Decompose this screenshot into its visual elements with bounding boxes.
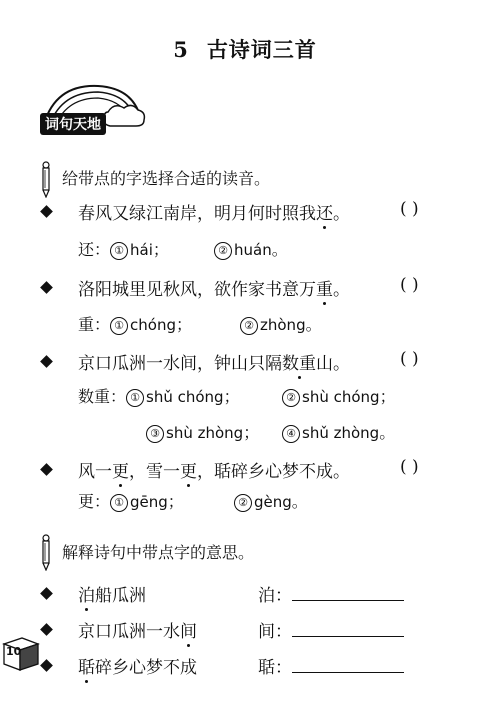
options-1b: ② huán。 — [214, 237, 288, 260]
pencil-icon — [40, 533, 52, 571]
answer-blank-2[interactable]: ( ) — [400, 275, 419, 295]
poem-line-3: 京口瓜洲一水间，钟山只隔数重山。 — [78, 354, 350, 374]
page-number: 10 — [6, 645, 22, 658]
options-3: 数重： ① shǔ chóng； — [78, 387, 240, 406]
phrase-1: 泊船瓜洲 — [78, 586, 146, 606]
bullet-diamond-icon — [40, 587, 53, 600]
options-1: 还： ① hái； — [78, 240, 169, 259]
section1-instruction: 给带点的字选择合适的读音。 — [62, 169, 271, 188]
options-2b: ② zhòng。 — [240, 312, 322, 335]
answer-blank-3[interactable]: ( ) — [400, 349, 419, 369]
blank-label-3: 聒： — [258, 658, 292, 678]
phrase-3: 聒碎乡心梦不成 — [78, 658, 197, 678]
options-3d: ④ shǔ zhòng。 — [282, 420, 395, 443]
section2-instruction: 解释诗句中带点字的意思。 — [62, 543, 255, 562]
options-4: 更： ① gēng； — [78, 492, 184, 511]
poem-line-2: 洛阳城里见秋风，欲作家书意万重。 — [78, 280, 350, 300]
blank-label-1: 泊： — [258, 586, 292, 606]
options-2: 重： ① chóng； — [78, 315, 192, 334]
answer-line-3[interactable] — [292, 671, 404, 673]
options-3b: ② shù chóng； — [282, 384, 396, 407]
bullet-diamond-icon — [40, 355, 53, 368]
section-banner-label: 词句天地 — [40, 113, 106, 135]
blank-label-2: 间： — [258, 622, 292, 642]
lesson-name: 古诗词三首 — [206, 37, 317, 62]
poem-line-4: 风一更，雪一更，聒碎乡心梦不成。 — [78, 462, 350, 482]
options-3c: ③ shù zhòng； — [146, 420, 259, 443]
answer-line-2[interactable] — [292, 635, 404, 637]
bullet-diamond-icon — [40, 659, 53, 672]
phrase-2: 京口瓜洲一水间 — [78, 622, 197, 642]
pencil-icon — [40, 160, 52, 198]
poem-line-1: 春风又绿江南岸，明月何时照我还。 — [78, 204, 350, 224]
bullet-diamond-icon — [40, 623, 53, 636]
options-4b: ② gèng。 — [234, 489, 308, 512]
answer-line-1[interactable] — [292, 599, 404, 601]
bullet-diamond-icon — [40, 281, 53, 294]
bullet-diamond-icon — [40, 205, 53, 218]
lesson-number: 5 — [173, 37, 189, 62]
answer-blank-4[interactable]: ( ) — [400, 457, 419, 477]
answer-blank-1[interactable]: ( ) — [400, 199, 419, 219]
lesson-title — [0, 34, 490, 64]
bullet-diamond-icon — [40, 463, 53, 476]
